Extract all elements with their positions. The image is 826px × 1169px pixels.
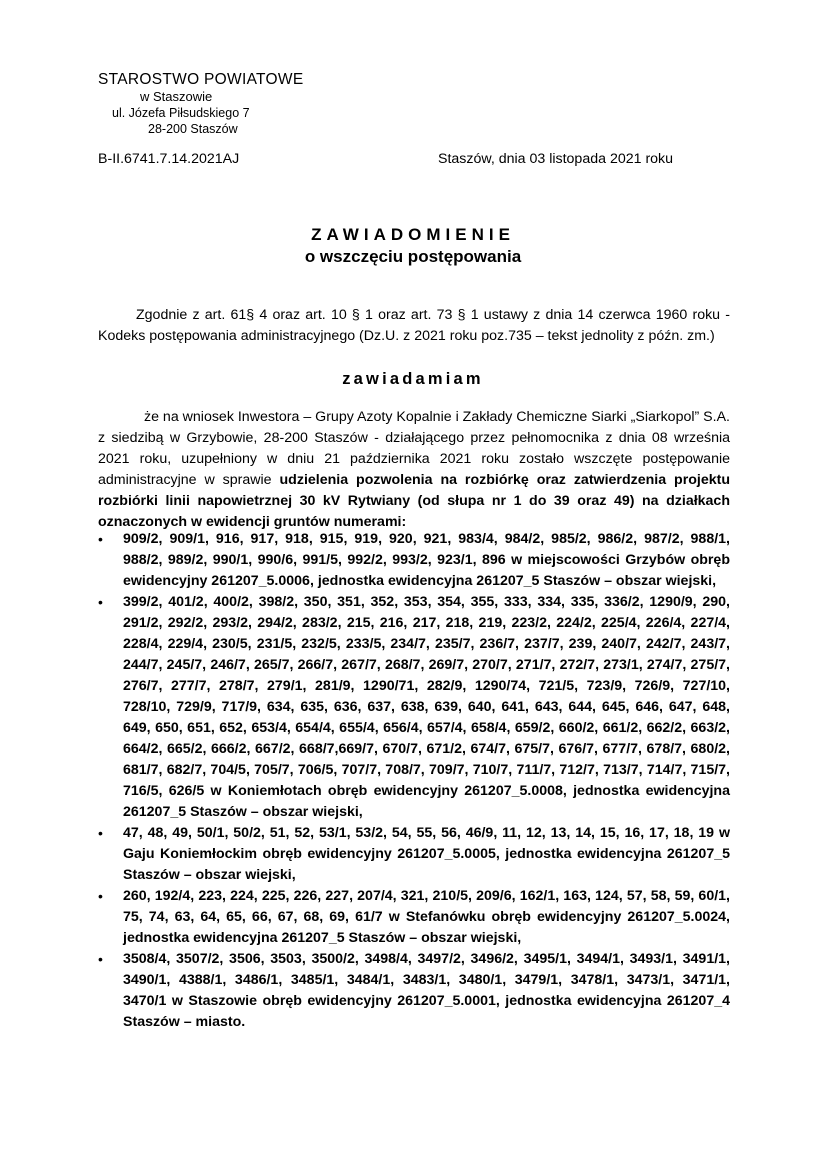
notice-body-subject: udzielenia pozwolenia na rozbiórkę oraz zatwierdzenia projektu rozbiórki linii napowietrznej 30 kV Rytwiany (od słupa nr 1 do 39 oraz 49) na działkach oznaczonych w ewidencji gruntów numerami:: [98, 472, 730, 530]
notice-heading: zawiadamiam: [342, 370, 484, 388]
bullet-icon: •: [98, 594, 103, 610]
office-place: w Staszowie: [140, 89, 213, 104]
plot-group-staszow: 3508/4, 3507/2, 3506, 3503, 3500/2, 3498/4, 3497/2, 3496/2, 3495/1, 3494/1, 3493/1, 3491/1, 3490/1, 4388/1, 3486/1, 3485/1, 3484/1, 3483/1, 3480/1, 3479/1, 3478/1, 3473/1, 3471/1, 3470/1 w Staszowie obręb ewidencyjny 261207_5.0001, jednostka ewidencyjna 261207_4 Staszów – miasto.: [123, 951, 730, 1030]
list-item: [98, 592, 730, 823]
notice-body-text: że na wniosek Inwestora – Grupy Azoty Kopalnie i Zakłady Chemiczne Siarki „Siarkopol” S.A. z siedzibą w Grzybowie, 28-200 Staszów - działającego przez pełnomocnika z dnia 08 września 2021 roku, uzupełniony w dniu 21 października 2021 roku zostało wszczęte postępowanie administracyjne w sprawie: [98, 409, 730, 488]
list-item: [98, 529, 730, 592]
bullet-icon: •: [98, 825, 103, 841]
office-street: ul. Józefa Piłsudskiego 7: [112, 106, 250, 120]
bullet-icon: •: [98, 951, 103, 967]
plot-group-gaj-koniemlocki: 47, 48, 49, 50/1, 50/2, 51, 52, 53/1, 53/2, 54, 55, 56, 46/9, 11, 12, 13, 14, 15, 16, 17, 18, 19 w Gaju Koniemłockim obręb ewidencyjny 261207_5.0005, jednostka ewidencyjna 261207_5 Staszów – obszar wiejski,: [123, 825, 730, 883]
legal-basis-paragraph: Zgodnie z art. 61§ 4 oraz art. 10 § 1 oraz art. 73 § 1 ustawy z dnia 14 czerwca 1960 roku - Kodeks postępowania administracyjnego (Dz.U. z 2021 roku poz.735 – tekst jednolity z późn. zm.): [98, 307, 730, 344]
plot-group-stefanowek: 260, 192/4, 223, 224, 225, 226, 227, 207/4, 321, 210/5, 209/6, 162/1, 163, 124, 57, 58, 59, 60/1, 75, 74, 63, 64, 65, 66, 67, 68, 69, 61/7 w Stefanówku obręb ewidencyjny 261207_5.0024, jednostka ewidencyjna 261207_5 Staszów – obszar wiejski,: [123, 888, 730, 946]
office-name: STAROSTWO POWIATOWE: [98, 71, 304, 88]
list-item: [98, 886, 730, 949]
case-reference: B-II.6741.7.14.2021AJ: [98, 151, 240, 167]
plot-list: [98, 529, 730, 1033]
list-item: [98, 823, 730, 886]
bullet-icon: •: [98, 531, 103, 547]
plot-group-koniemloty: 399/2, 401/2, 400/2, 398/2, 350, 351, 352, 353, 354, 355, 333, 334, 335, 336/2, 1290/9, 290, 291/2, 292/2, 293/2, 294/2, 283/2, 215, 216, 217, 218, 219, 223/2, 224/2, 225/4, 226/4, 227/4, 228/4, 229/4, 230/5, 231/5, 232/5, 233/5, 234/7, 235/7, 236/7, 237/7, 239, 240/7, 242/7, 243/7, 244/7, 245/7, 246/7, 265/7, 266/7, 267/7, 268/7, 269/7, 270/7, 271/7, 272/7, 273/1, 274/7, 275/7, 276/7, 277/7, 278/7, 279/1, 281/9, 1290/71, 282/9, 1290/74, 721/5, 723/9, 726/9, 727/10, 728/10, 729/9, 717/9, 634, 635, 636, 637, 638, 639, 640, 641, 643, 644, 645, 646, 647, 648, 649, 650, 651, 652, 653/4, 654/4, 655/4, 656/4, 657/4, 658/4, 659/2, 660/2, 661/2, 662/2, 663/2, 664/2, 665/2, 666/2, 667/2, 668/7,669/7, 670/7, 671/2, 674/7, 675/7, 676/7, 677/7, 678/7, 680/2, 681/7, 682/7, 704/5, 705/7, 706/5, 707/7, 708/7, 709/7, 710/7, 711/7, 712/7, 713/7, 714/7, 715/7, 716/5, 626/5 w Koniemłotach obręb ewidencyjny 261207_5.0008, jednostka ewidencyjna 261207_5 Staszów – obszar wiejski,: [123, 594, 730, 820]
notice-body-paragraph: [98, 407, 730, 533]
list-item: [98, 949, 730, 1033]
document-date: Staszów, dnia 03 listopada 2021 roku: [438, 151, 674, 167]
bullet-icon: •: [98, 888, 103, 904]
letterhead: [98, 70, 358, 137]
document-subtitle: o wszczęciu postępowania: [304, 247, 522, 266]
office-postal: 28-200 Staszów: [148, 122, 238, 136]
plot-group-grzybow: 909/2, 909/1, 916, 917, 918, 915, 919, 920, 921, 983/4, 984/2, 985/2, 986/2, 987/2, 988/1, 988/2, 989/2, 990/1, 990/6, 991/5, 992/2, 993/2, 923/1, 896 w miejscowości Grzybów obręb ewidencyjny 261207_5.0006, jednostka ewidencyjna 261207_5 Staszów – obszar wiejski,: [123, 531, 730, 589]
document-title: ZAWIADOMIENIE: [311, 225, 515, 244]
